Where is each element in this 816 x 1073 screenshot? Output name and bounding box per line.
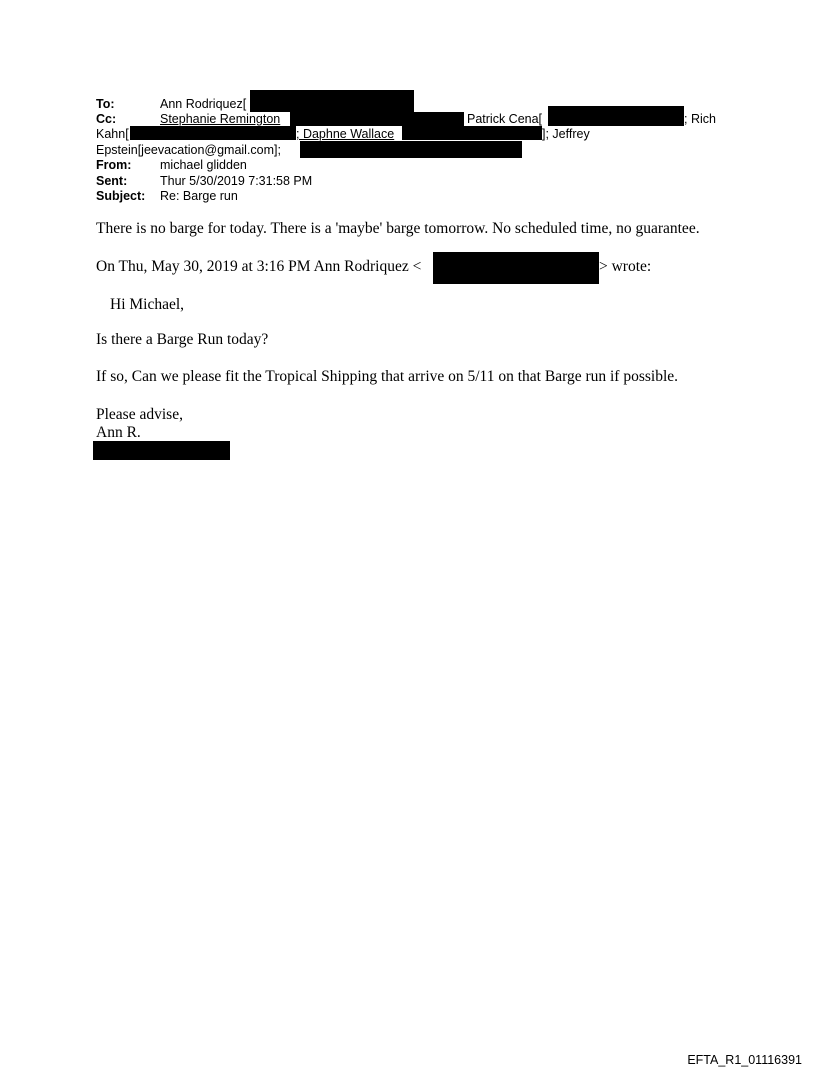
cc-daphne: ; Daphne Wallace [296, 127, 395, 141]
redaction-box [290, 112, 464, 126]
document-id: EFTA_R1_01116391 [687, 1053, 802, 1067]
cc-line2-a: Kahn[ [96, 127, 129, 141]
signature: Ann R. [96, 424, 141, 441]
from-value: michael glidden [160, 158, 247, 172]
cc-label: Cc: [96, 112, 117, 126]
cc-recipient-3: ; Rich [684, 112, 716, 126]
cc-line2-c: ]; Jeffrey [542, 127, 590, 141]
redaction-box [402, 126, 542, 140]
redaction-box [548, 106, 684, 126]
closing: Please advise, [96, 406, 183, 423]
from-label: From: [96, 158, 132, 172]
quote-intro-a: On Thu, May 30, 2019 at 3:16 PM Ann Rodriquez < [96, 258, 422, 275]
cc-recipient-2: Patrick Cena[ [467, 112, 543, 126]
to-label: To: [96, 97, 115, 111]
greeting: Hi Michael, [110, 296, 185, 313]
sent-label: Sent: [96, 174, 128, 188]
redaction-box [433, 252, 599, 284]
redaction-box [93, 441, 230, 460]
cc-line2-b [296, 127, 394, 142]
subject-label: Subject: [96, 189, 146, 203]
to-value: Ann Rodriquez[ [160, 97, 247, 111]
redaction-box [130, 126, 296, 140]
redaction-box [300, 141, 522, 158]
cc-line3-a: Epstein[jeevacation@gmail.com]; [96, 143, 281, 157]
redaction-box [250, 90, 414, 112]
subject-value: Re: Barge run [160, 189, 238, 203]
question: Is there a Barge Run today? [96, 331, 269, 348]
reply-text: There is no barge for today. There is a 'maybe' barge tomorrow. No scheduled time, no guarantee. [96, 220, 700, 237]
sent-value: Thur 5/30/2019 7:31:58 PM [160, 174, 313, 188]
quote-intro-b: > wrote: [599, 258, 652, 275]
cc-recipient-1: Stephanie Remington [160, 112, 281, 126]
request: If so, Can we please fit the Tropical Shipping that arrive on 5/11 on that Barge run if possible. [96, 368, 679, 385]
